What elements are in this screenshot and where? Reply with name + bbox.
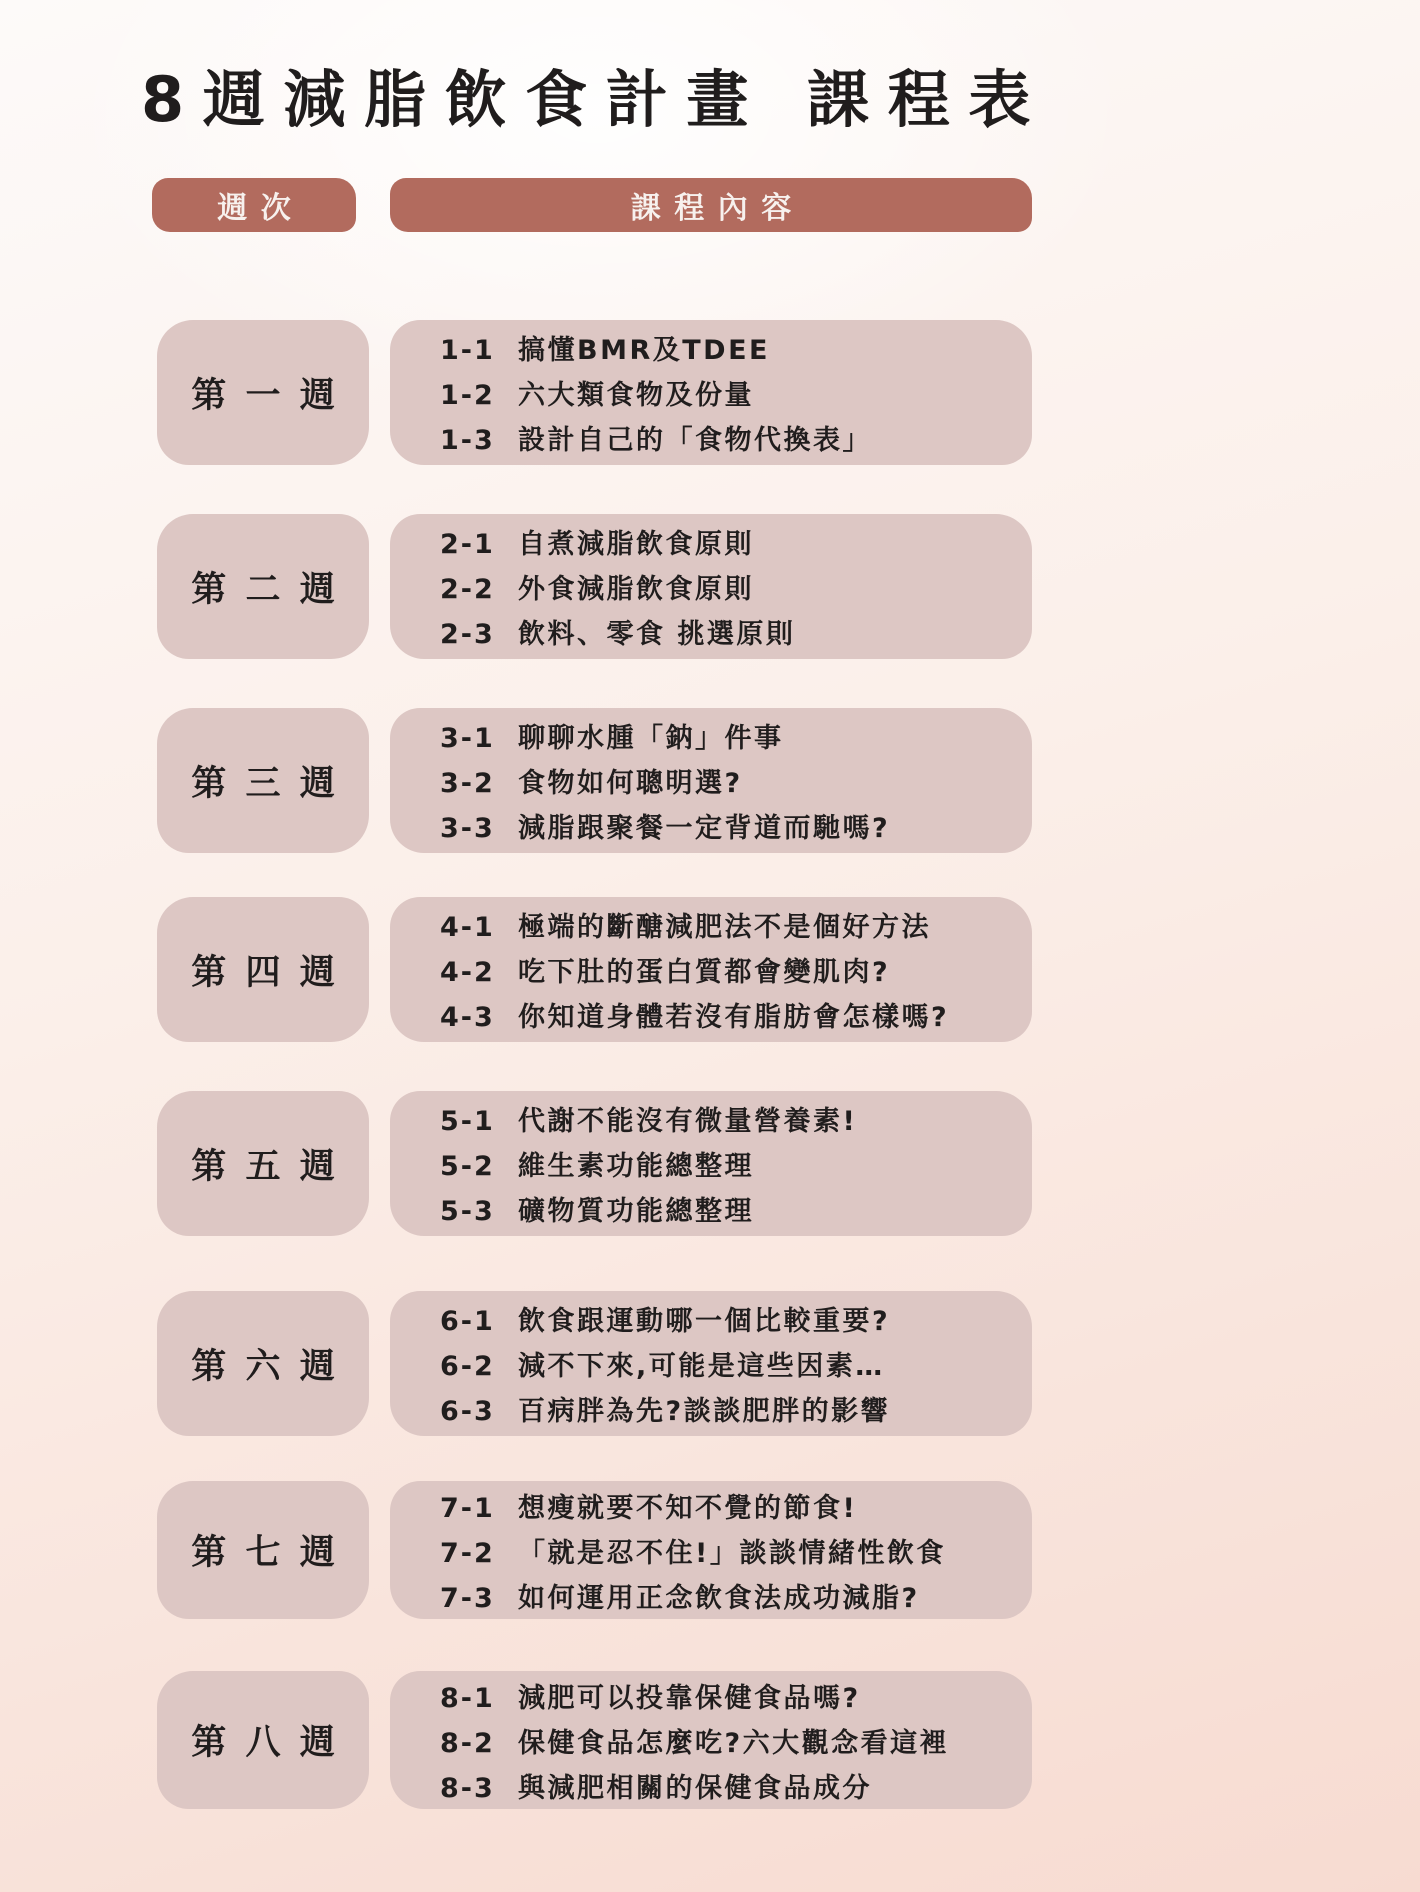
week-content-box — [390, 320, 1032, 465]
course-number: 5-2 — [440, 1151, 495, 1182]
course-item — [440, 716, 1018, 755]
week-label: 第八週 — [191, 1723, 354, 1763]
course-item — [440, 1099, 1018, 1138]
page-title: 8週減脂飲食計畫 課程表 — [141, 63, 1049, 136]
week-row-8 — [0, 1671, 1420, 1816]
course-title: 吃下肚的蛋白質都會變肌肉? — [518, 957, 891, 988]
week-content-box — [390, 1481, 1032, 1619]
course-number: 1-1 — [440, 335, 495, 366]
course-title: 減不下來,可能是這些因素… — [518, 1351, 885, 1382]
course-title: 極端的斷醣減肥法不是個好方法 — [518, 912, 931, 943]
week-label: 第五週 — [191, 1146, 354, 1187]
course-title: 聊聊水腫「鈉」件事 — [518, 723, 784, 754]
course-title: 食物如何聰明選? — [518, 768, 743, 799]
week-row-5 — [0, 1091, 1420, 1236]
course-number: 8-3 — [440, 1772, 495, 1804]
course-number: 6-1 — [440, 1306, 495, 1337]
week-row-7 — [0, 1481, 1420, 1626]
course-number: 2-2 — [440, 574, 495, 605]
week-label: 第二週 — [191, 569, 354, 610]
course-item — [440, 328, 1018, 367]
course-title: 如何運用正念飲食法成功減脂? — [518, 1582, 920, 1614]
course-item — [440, 1766, 1018, 1805]
course-title: 維生素功能總整理 — [518, 1151, 754, 1182]
course-item — [440, 1344, 1018, 1383]
course-number: 2-1 — [440, 529, 495, 560]
course-item — [440, 1676, 1018, 1715]
week-label: 第一週 — [191, 375, 354, 416]
week-label-box — [157, 708, 369, 853]
course-item — [440, 1299, 1018, 1338]
course-item — [440, 1576, 1018, 1615]
course-title: 設計自己的「食物代換表」 — [518, 425, 872, 456]
week-row-3 — [0, 708, 1420, 853]
course-number: 3-2 — [440, 768, 495, 799]
course-title: 減肥可以投靠保健食品嗎? — [518, 1682, 861, 1714]
course-number: 4-3 — [440, 1002, 495, 1033]
week-row-2 — [0, 514, 1420, 659]
course-item — [440, 1389, 1018, 1428]
week-content-box — [390, 1671, 1032, 1809]
course-title: 保健食品怎麼吃?六大觀念看這裡 — [518, 1727, 950, 1759]
course-item — [440, 418, 1018, 457]
week-row-4 — [0, 897, 1420, 1042]
course-item — [440, 1144, 1018, 1183]
course-number: 7-3 — [440, 1582, 495, 1614]
week-label: 第七週 — [191, 1533, 354, 1573]
course-number: 7-1 — [440, 1492, 495, 1524]
week-label: 第六週 — [191, 1346, 354, 1387]
course-number: 7-2 — [440, 1537, 495, 1569]
course-number: 1-2 — [440, 380, 495, 411]
course-item — [440, 1531, 1018, 1570]
course-number: 6-3 — [440, 1396, 495, 1427]
course-number: 6-2 — [440, 1351, 495, 1382]
course-number: 1-3 — [440, 425, 495, 456]
week-row-6 — [0, 1291, 1420, 1436]
week-row-1 — [0, 320, 1420, 465]
week-content-box — [390, 514, 1032, 659]
course-title: 代謝不能沒有微量營養素! — [518, 1106, 858, 1137]
course-title: 礦物質功能總整理 — [518, 1196, 754, 1227]
course-item — [440, 1189, 1018, 1228]
course-number: 5-1 — [440, 1106, 495, 1137]
week-content-box — [390, 1291, 1032, 1436]
course-title: 六大類食物及份量 — [518, 380, 754, 411]
course-item — [440, 995, 1018, 1034]
course-title: 外食減脂飲食原則 — [518, 574, 754, 605]
course-item — [440, 950, 1018, 989]
header-content-label: 課程內容 — [630, 191, 805, 226]
course-title: 想瘦就要不知不覺的節食! — [518, 1492, 858, 1524]
course-title: 「就是忍不住!」談談情緒性飲食 — [518, 1537, 946, 1569]
course-number: 2-3 — [440, 619, 495, 650]
week-label-box — [157, 514, 369, 659]
course-number: 4-1 — [440, 912, 495, 943]
course-title: 減脂跟聚餐一定背道而馳嗎? — [518, 813, 891, 844]
course-title: 與減肥相關的保健食品成分 — [518, 1772, 872, 1804]
week-label: 第四週 — [191, 952, 354, 993]
week-label-box — [157, 1671, 369, 1809]
header-week-column — [152, 178, 356, 232]
course-item — [440, 1721, 1018, 1760]
course-number: 8-2 — [440, 1727, 495, 1759]
week-label-box — [157, 320, 369, 465]
course-item — [440, 905, 1018, 944]
week-label-box — [157, 897, 369, 1042]
week-content-box — [390, 1091, 1032, 1236]
course-item — [440, 522, 1018, 561]
course-number: 8-1 — [440, 1682, 495, 1714]
week-label-box — [157, 1291, 369, 1436]
course-number: 5-3 — [440, 1196, 495, 1227]
header-week-label: 週次 — [217, 191, 305, 226]
course-item — [440, 612, 1018, 651]
week-label: 第三週 — [191, 763, 354, 804]
course-number: 3-1 — [440, 723, 495, 754]
course-title: 搞懂BMR及TDEE — [518, 335, 770, 366]
course-title: 自煮減脂飲食原則 — [518, 529, 754, 560]
course-item — [440, 1486, 1018, 1525]
course-title: 你知道身體若沒有脂肪會怎樣嗎? — [518, 1002, 950, 1033]
course-item — [440, 806, 1018, 845]
header-content-column — [390, 178, 1032, 232]
course-item — [440, 373, 1018, 412]
week-content-box — [390, 897, 1032, 1042]
week-content-box — [390, 708, 1032, 853]
week-label-box — [157, 1091, 369, 1236]
course-title: 飲料、零食 挑選原則 — [518, 619, 796, 650]
course-title: 飲食跟運動哪一個比較重要? — [518, 1306, 891, 1337]
course-number: 3-3 — [440, 813, 495, 844]
course-number: 4-2 — [440, 957, 495, 988]
course-item — [440, 761, 1018, 800]
course-title: 百病胖為先?談談肥胖的影響 — [518, 1396, 891, 1427]
week-label-box — [157, 1481, 369, 1619]
course-item — [440, 567, 1018, 606]
